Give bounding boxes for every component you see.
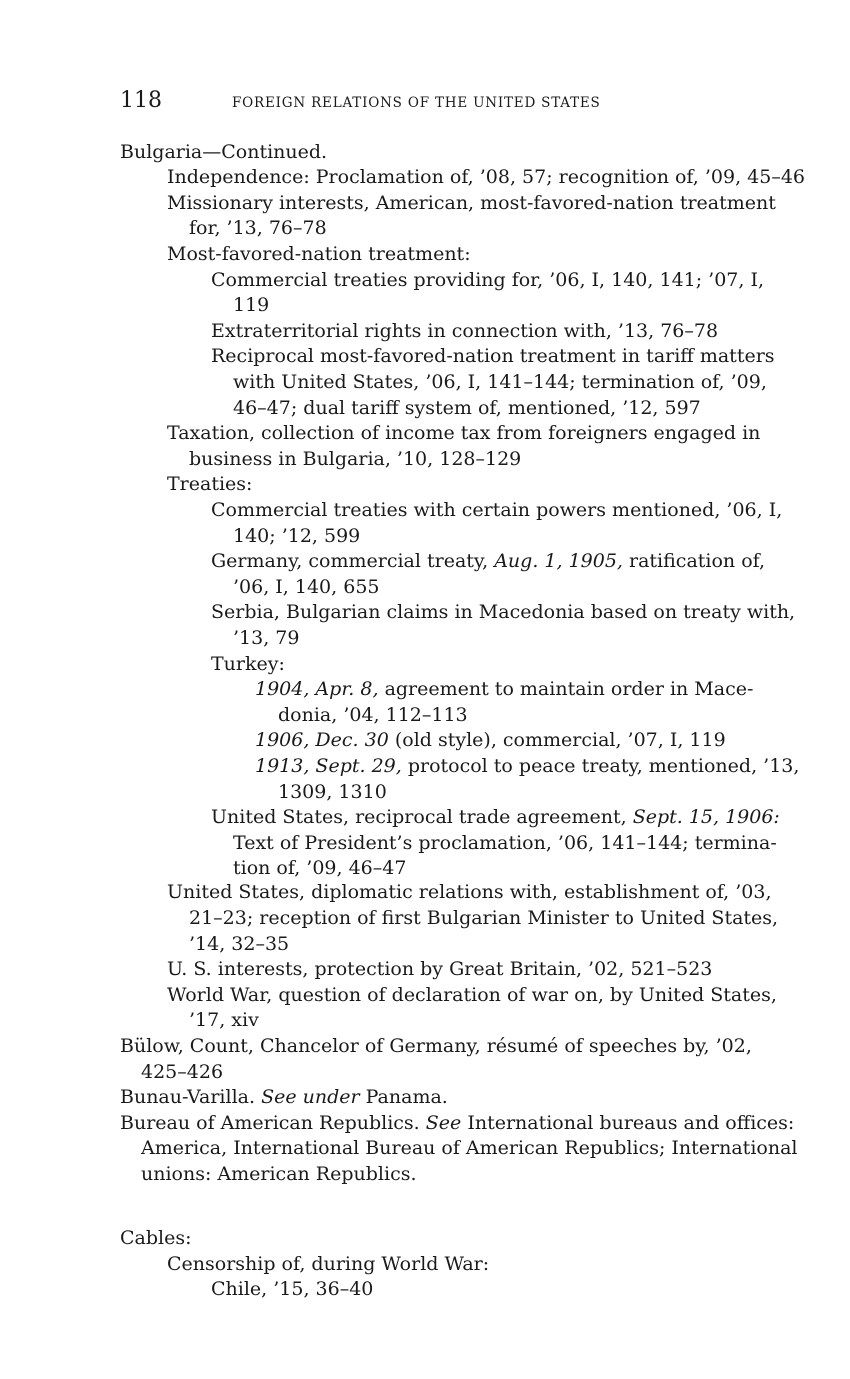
index-line: Taxation, collection of income tax from foreigners engaged in [167,422,761,444]
index-line: Serbia, Bulgarian claims in Macedonia based on treaty with, [211,601,796,623]
index-line: 21–23; reception of first Bulgarian Minister to United States, [189,907,779,929]
page-number: 118 [120,88,162,113]
index-line: Cables: [120,1227,192,1249]
index-line: U. S. interests, protection by Great Britain, ’02, 521–523 [167,958,713,980]
index-line: 140; ’12, 599 [233,525,361,547]
index-line: ’14, 32–35 [189,933,290,955]
index-line: unions: American Republics. [141,1163,417,1185]
index-line: 425–426 [141,1061,224,1083]
index-line: tion of, ’09, 46–47 [233,857,407,879]
index-line: World War, question of declaration of war on, by United States, [167,984,777,1006]
index-line: Bureau of American Republics. See International bureaus and offices: [120,1112,795,1134]
index-line: America, International Bureau of American Republics; International [141,1137,798,1159]
index-line: Treaties: [167,473,253,495]
running-title: FOREIGN RELATIONS OF THE UNITED STATES [232,95,601,111]
index-line: Extraterritorial rights in connection with, ’13, 76–78 [211,320,719,342]
index-line: 1913, Sept. 29, protocol to peace treaty, mentioned, ’13, [255,755,800,777]
index-line: Turkey: [211,653,285,675]
index-line: 1906, Dec. 30 (old style), commercial, ’07, I, 119 [255,729,726,751]
index-line: donia, ’04, 112–113 [278,704,468,726]
index-line: Missionary interests, American, most-favored-nation treatment [167,192,776,214]
index-line: business in Bulgaria, ’10, 128–129 [189,448,522,470]
index-line: Bulgaria—Continued. [120,141,328,163]
index-line: 1309, 1310 [278,781,387,803]
index-line: ’06, I, 140, 655 [233,576,380,598]
index-line: Independence: Proclamation of, ’08, 57; recognition of, ’09, 45–46 [167,166,806,188]
index-line: Bunau-Varilla. See under Panama. [120,1086,448,1108]
index-line: United States, reciprocal trade agreement, Sept. 15, 1906: [211,806,780,828]
index-line: Text of President’s proclamation, ’06, 141–144; termina- [233,832,777,854]
page-header [120,88,810,118]
index-line: 1904, Apr. 8, agreement to maintain order in Mace- [255,678,754,700]
index-line: Censorship of, during World War: [167,1253,490,1275]
index-line: Commercial treaties providing for, ’06, I, 140, 141; ’07, I, [211,269,765,291]
index-line: ’17, xiv [189,1009,259,1031]
index-line: 46–47; dual tariff system of, mentioned, ’12, 597 [233,397,701,419]
index-line: Most-favored-nation treatment: [167,243,471,265]
index-line: Chile, ’15, 36–40 [211,1278,374,1300]
index-line: United States, diplomatic relations with, establishment of, ’03, [167,881,772,903]
index-line: with United States, ’06, I, 141–144; termination of, ’09, [233,371,767,393]
index-line: Commercial treaties with certain powers mentioned, ’06, I, [211,499,783,521]
index-line: Reciprocal most-favored-nation treatment in tariff matters [211,345,775,367]
index-line: Bülow, Count, Chancelor of Germany, résumé of speeches by, ’02, [120,1035,752,1057]
index-line: ’13, 79 [233,627,300,649]
index-line: Germany, commercial treaty, Aug. 1, 1905, ratification of, [211,550,766,572]
index-line: 119 [233,294,270,316]
index-line: for, ’13, 76–78 [189,217,327,239]
